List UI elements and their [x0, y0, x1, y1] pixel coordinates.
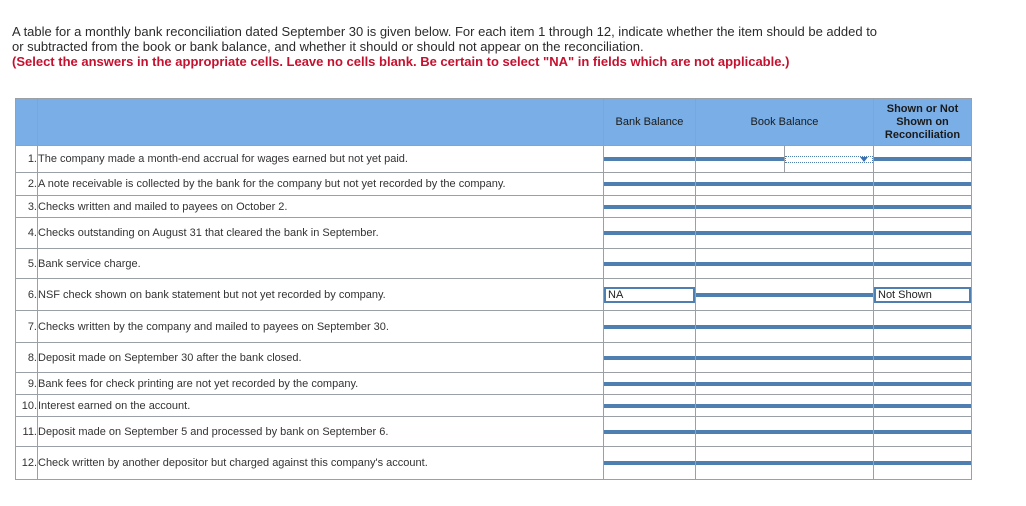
shown-on-reconciliation-cell: [874, 218, 972, 249]
shown-on-reconciliation-cell: [874, 249, 972, 279]
book-balance-select[interactable]: [696, 325, 873, 329]
table-row: [16, 279, 972, 311]
bank-balance-select[interactable]: [604, 461, 695, 465]
book-balance-cell: [696, 173, 874, 196]
bank-balance-select[interactable]: [604, 262, 695, 266]
row-number: 8.: [16, 343, 38, 373]
bank-balance-cell: [604, 395, 696, 417]
row-description: Bank fees for check printing are not yet recorded by the company.: [38, 373, 604, 395]
book-balance-select[interactable]: [696, 157, 784, 161]
row-number: 1.: [16, 146, 38, 173]
row-number: 2.: [16, 173, 38, 196]
instructions-warning: (Select the answers in the appropriate cells. Leave no cells blank. Be certain to select "NA" in fields which are not applicable.): [12, 54, 790, 69]
table-row: [16, 373, 972, 395]
header-shown-on-reconciliation: Shown or Not Shown on Reconciliation: [874, 99, 972, 146]
header-book-balance: Book Balance: [696, 99, 874, 146]
bank-balance-select[interactable]: [604, 205, 695, 209]
book-balance-cell: [696, 373, 874, 395]
bank-balance-cell: [604, 447, 696, 480]
table-row: [16, 447, 972, 480]
bank-balance-select[interactable]: [604, 382, 695, 386]
row-description: Bank service charge.: [38, 249, 604, 279]
book-balance-select[interactable]: [696, 461, 873, 465]
row-description: Checks written by the company and mailed to payees on September 30.: [38, 311, 604, 343]
book-balance-select[interactable]: [696, 382, 873, 386]
shown-on-reconciliation-cell: [874, 417, 972, 447]
row-number: 4.: [16, 218, 38, 249]
book-balance-cell: [696, 311, 874, 343]
shown-on-reconciliation-select[interactable]: [874, 325, 971, 329]
shown-on-reconciliation-select[interactable]: [874, 205, 971, 209]
book-balance-dropdown[interactable]: [785, 156, 873, 163]
table-row: [16, 173, 972, 196]
shown-on-reconciliation-cell: [874, 395, 972, 417]
chevron-down-icon[interactable]: [860, 157, 868, 162]
bank-balance-select[interactable]: [604, 231, 695, 235]
row-description: Interest earned on the account.: [38, 395, 604, 417]
table-row: [16, 218, 972, 249]
shown-on-reconciliation-cell: [874, 311, 972, 343]
bank-balance-cell: [604, 417, 696, 447]
bank-balance-cell: [604, 373, 696, 395]
book-balance-select[interactable]: [696, 404, 873, 408]
book-balance-cell: [696, 395, 874, 417]
bank-balance-cell: [604, 343, 696, 373]
shown-on-reconciliation-select[interactable]: [874, 430, 971, 434]
bank-balance-value: NA: [608, 288, 624, 301]
bank-balance-cell: [604, 311, 696, 343]
book-balance-select[interactable]: [696, 262, 873, 266]
bank-balance-cell: [604, 173, 696, 196]
shown-on-reconciliation-select[interactable]: [874, 157, 971, 161]
row-description: Deposit made on September 5 and processed by bank on September 6.: [38, 417, 604, 447]
row-description: Checks written and mailed to payees on October 2.: [38, 196, 604, 218]
table-row: [16, 311, 972, 343]
bank-balance-select[interactable]: [604, 287, 695, 303]
shown-on-reconciliation-cell: [874, 173, 972, 196]
table-row: [16, 343, 972, 373]
shown-on-reconciliation-value: Not Shown: [878, 288, 932, 301]
shown-on-reconciliation-cell: [874, 447, 972, 480]
book-balance-cell: [696, 417, 874, 447]
book-balance-cell: [696, 196, 874, 218]
book-balance-select[interactable]: [696, 182, 873, 186]
bank-balance-select[interactable]: [604, 157, 695, 161]
shown-on-reconciliation-select[interactable]: [874, 461, 971, 465]
bank-balance-select[interactable]: [604, 430, 695, 434]
row-number: 9.: [16, 373, 38, 395]
shown-on-reconciliation-cell: [874, 279, 972, 311]
row-number: 3.: [16, 196, 38, 218]
book-balance-cell: [696, 343, 874, 373]
book-balance-cell: [696, 249, 874, 279]
row-number: 6.: [16, 279, 38, 311]
shown-on-reconciliation-cell: [874, 373, 972, 395]
book-balance-adjust-cell: [785, 146, 874, 173]
shown-on-reconciliation-select[interactable]: [874, 404, 971, 408]
shown-on-reconciliation-cell: [874, 343, 972, 373]
bank-balance-cell: [604, 279, 696, 311]
row-description: NSF check shown on bank statement but not yet recorded by company.: [38, 279, 604, 311]
book-balance-cell: [696, 146, 785, 173]
bank-balance-select[interactable]: [604, 325, 695, 329]
shown-on-reconciliation-select[interactable]: [874, 356, 971, 360]
shown-on-reconciliation-select[interactable]: [874, 182, 971, 186]
row-number: 12.: [16, 447, 38, 480]
row-number: 10.: [16, 395, 38, 417]
header-number: [16, 99, 38, 146]
book-balance-cell: [696, 218, 874, 249]
bank-balance-cell: [604, 146, 696, 173]
table-row: [16, 417, 972, 447]
table-row: [16, 146, 972, 173]
instructions: [12, 24, 892, 69]
bank-balance-cell: [604, 218, 696, 249]
shown-on-reconciliation-select[interactable]: [874, 231, 971, 235]
header-description: [38, 99, 604, 146]
row-number: 7.: [16, 311, 38, 343]
bank-balance-select[interactable]: [604, 404, 695, 408]
row-description: Deposit made on September 30 after the bank closed.: [38, 343, 604, 373]
book-balance-select[interactable]: [696, 231, 873, 235]
book-balance-select[interactable]: [696, 293, 873, 297]
bank-balance-cell: [604, 196, 696, 218]
instructions-text: A table for a monthly bank reconciliation dated September 30 is given below. For each item 1 through 12, indicate whether the item should be added to or subtracted from the book or bank balance, and whether it should or should not appear on the reconciliation.: [12, 24, 878, 54]
row-description: Checks outstanding on August 31 that cleared the bank in September.: [38, 218, 604, 249]
row-number: 11.: [16, 417, 38, 447]
shown-on-reconciliation-select[interactable]: [874, 382, 971, 386]
reconciliation-table: [15, 98, 972, 480]
book-balance-cell: [696, 447, 874, 480]
table-row: [16, 249, 972, 279]
shown-on-reconciliation-cell: [874, 146, 972, 173]
book-balance-cell: [696, 279, 874, 311]
row-description: The company made a month-end accrual for wages earned but not yet paid.: [38, 146, 604, 173]
row-description: A note receivable is collected by the bank for the company but not yet recorded by the company.: [38, 173, 604, 196]
shown-on-reconciliation-select[interactable]: [874, 287, 971, 303]
bank-balance-select[interactable]: [604, 182, 695, 186]
row-number: 5.: [16, 249, 38, 279]
header-bank-balance: Bank Balance: [604, 99, 696, 146]
bank-balance-cell: [604, 249, 696, 279]
bank-balance-select[interactable]: [604, 356, 695, 360]
book-balance-select[interactable]: [696, 205, 873, 209]
shown-on-reconciliation-select[interactable]: [874, 262, 971, 266]
book-balance-select[interactable]: [696, 430, 873, 434]
shown-on-reconciliation-cell: [874, 196, 972, 218]
row-description: Check written by another depositor but charged against this company's account.: [38, 447, 604, 480]
book-balance-select[interactable]: [696, 356, 873, 360]
table-row: [16, 196, 972, 218]
table-row: [16, 395, 972, 417]
